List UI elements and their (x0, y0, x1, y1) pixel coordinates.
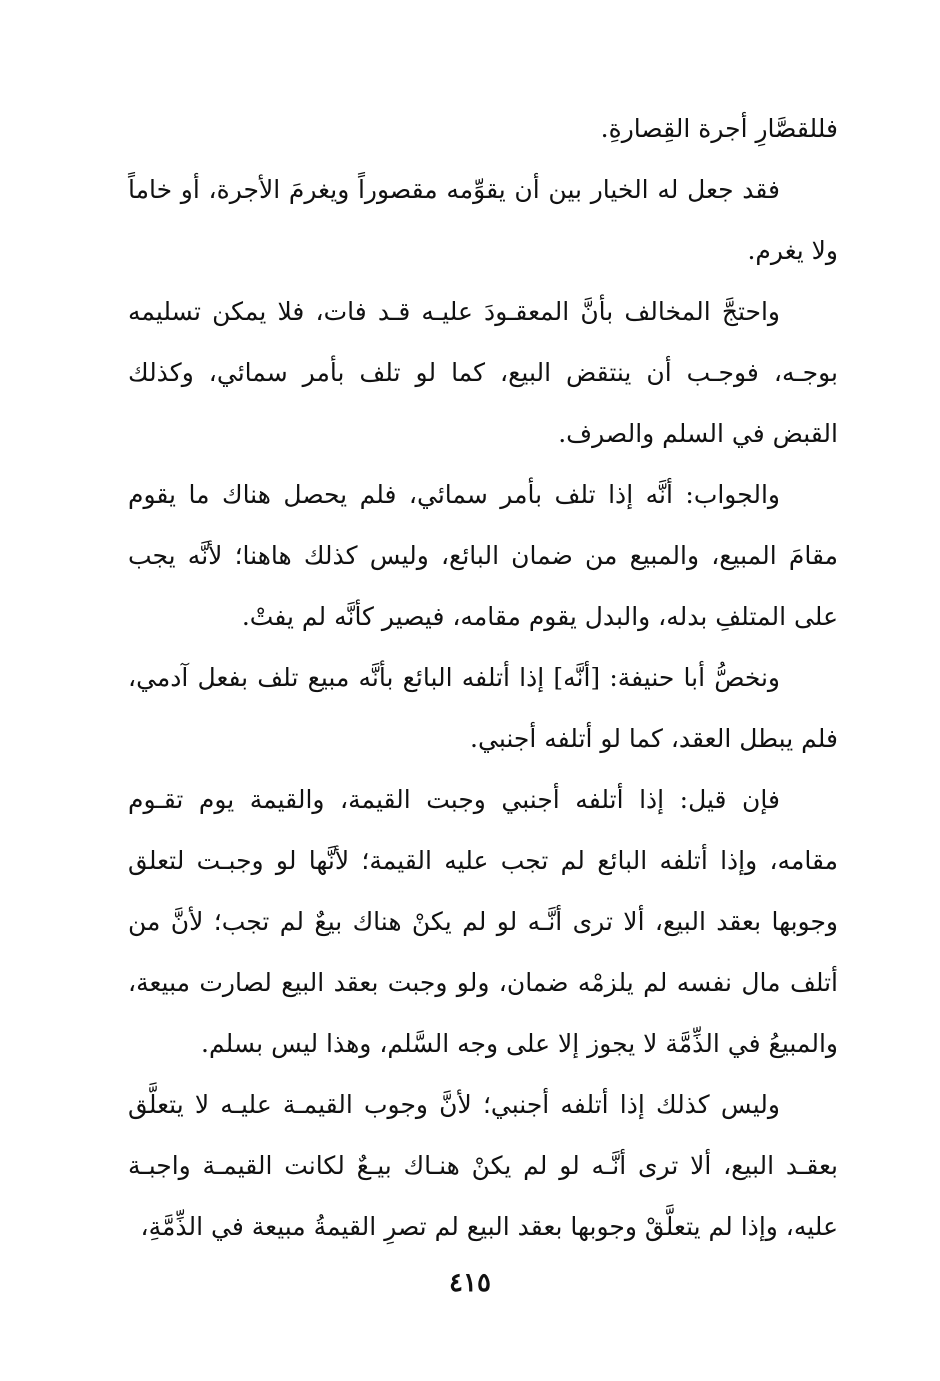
paragraph-7: وليس كذلك إذا أتلفه أجنبي؛ لأنَّ وجوب القيمـة عليـه لا يتعلَّق بعقـد البيع، ألا ترى أنَّـه لو لم يكنْ هنـاك بيـعٌ لكانت القيمـة واجبـة عليه، وإذا لم يتعلَّقْ وجوبها بعقد البيع لم تصرِ القيمةُ مبيعة في الذِّمَّةِ، (128, 1090, 838, 1241)
page-body-text (128, 98, 838, 1257)
paragraph-6: فإن قيل: إذا أتلفه أجنبي وجبت القيمة، والقيمة يوم تقـوم مقامه، وإذا أتلفه البائع لم تجب عليه القيمة؛ لأنَّها لو وجبـت لتعلق وجوبها بعقد البيع، ألا ترى أنَّـه لو لم يكنْ هناك بيعٌ لم تجب؛ لأنَّ من أتلف مال نفسه لم يلزمْه ضمان، ولو وجبت بعقد البيع لصارت مبيعة، والمبيعُ في الذِّمَّة لا يجوز إلا على وجه السَّلم، وهذا ليس بسلم. (128, 785, 838, 1058)
paragraph-4: والجواب: أنَّه إذا تلف بأمر سمائي، فلم يحصل هناك ما يقوم مقامَ المبيع، والمبيع من ضمان البائع، وليس كذلك هاهنا؛ لأنَّه يجب على المتلفِ بدله، والبدل يقوم مقامه، فيصير كأنَّه لم يفتْ. (128, 480, 838, 631)
paragraph-3: واحتجَّ المخالف بأنَّ المعقـودَ عليـه قـد فات، فلا يمكن تسليمه بوجـه، فوجـب أن ينتقض البيع، كما لو تلف بأمر سمائي، وكذلك القبض في السلم والصرف. (128, 297, 838, 448)
paragraph-5: ونخصُّ أبا حنيفة: [أنَّه] إذا أتلفه البائع بأنَّه مبيع تلف بفعل آدمي، فلم يبطل العقد، كما لو أتلفه أجنبي. (128, 663, 838, 753)
paragraph-2: فقد جعل له الخيار بين أن يقوِّمه مقصوراً ويغرمَ الأجرة، أو خاماً ولا يغرم. (128, 175, 838, 265)
page-number: ٤١٥ (449, 1268, 491, 1298)
paragraph-1: فللقصَّارِ أجرة القِصارةِ. (600, 114, 838, 143)
